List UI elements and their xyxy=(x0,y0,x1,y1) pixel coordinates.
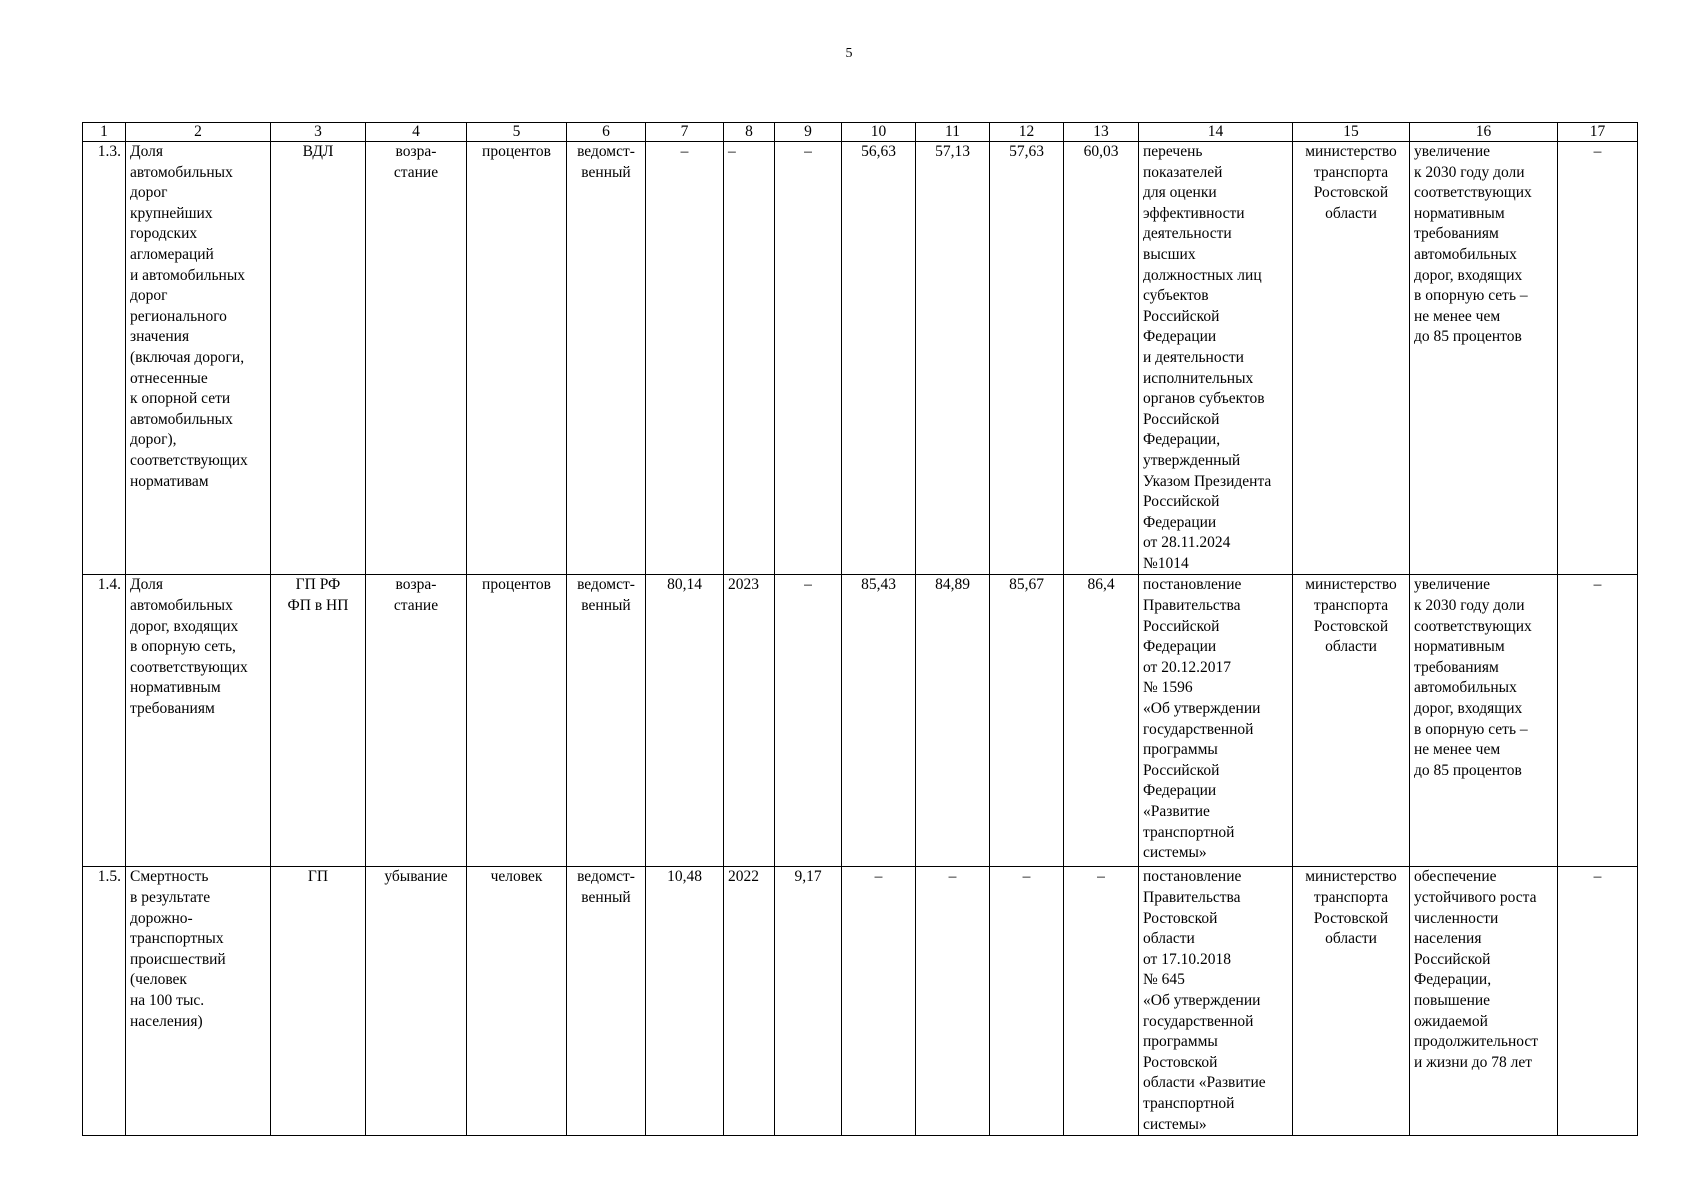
cell-line: Федерации xyxy=(1143,638,1217,656)
responsible-cell xyxy=(1293,142,1410,575)
cell-line: венный xyxy=(581,889,631,907)
cell-line: Федерации xyxy=(1143,328,1217,346)
cell-line: Ростовской xyxy=(1313,617,1389,635)
column-number: 3 xyxy=(271,123,366,142)
cell-line: от 20.12.2017 xyxy=(1143,658,1231,676)
cell-line: Указом Президента xyxy=(1143,472,1272,490)
trend-cell xyxy=(366,867,467,1136)
national-goal-link-cell xyxy=(1410,867,1558,1136)
cell-line: ведомст- xyxy=(577,143,635,160)
unit-cell xyxy=(467,142,567,575)
base-year-cell: 2023 xyxy=(724,575,775,867)
column-number: 2 xyxy=(126,123,271,142)
page-number: 5 xyxy=(845,46,853,61)
cell-line: в опорную сеть – xyxy=(1414,720,1528,738)
column-number: 6 xyxy=(567,123,646,142)
national-goal-link-cell xyxy=(1410,142,1558,575)
cell-line: для оценки xyxy=(1143,184,1217,202)
indicator-type-cell xyxy=(567,867,646,1136)
indicator-name-cell xyxy=(126,867,271,1136)
level-cell xyxy=(271,142,366,575)
cell-line: транспорта xyxy=(1313,889,1389,907)
value-2030-cell: 60,03 xyxy=(1064,142,1139,575)
cell-line: ГП РФ xyxy=(295,576,341,594)
cell-line: Российской xyxy=(1143,493,1220,511)
cell-line: органов субъектов xyxy=(1143,390,1265,408)
unit-cell xyxy=(467,867,567,1136)
cell-line: №1014 xyxy=(1143,554,1189,572)
cell-line: агломераций xyxy=(130,245,214,263)
cell-line: в опорную сеть, xyxy=(130,638,236,656)
cell-line: дорог, входящих xyxy=(130,617,239,635)
value-2024-cell: – xyxy=(775,575,842,867)
responsible-cell xyxy=(1293,867,1410,1136)
indicator-name-cell xyxy=(126,575,271,867)
cell-line: Российской xyxy=(1143,307,1220,325)
cell-line: Смертность xyxy=(130,868,209,886)
column-number: 1 xyxy=(83,123,126,142)
indicator-type-cell xyxy=(567,575,646,867)
cell-line: «Об утверждении xyxy=(1143,992,1261,1010)
cell-line: регионального xyxy=(130,307,227,325)
cell-line: автомобильных xyxy=(130,410,233,428)
cell-line: от 28.11.2024 xyxy=(1143,534,1231,552)
cell-line: программы xyxy=(1143,741,1218,759)
cell-line: министерство xyxy=(1305,143,1397,160)
cell-line: к 2030 году доли xyxy=(1414,597,1525,615)
cell-line: Правительства xyxy=(1143,889,1241,907)
value-2025-cell: – xyxy=(842,867,916,1136)
value-2027-cell: – xyxy=(990,867,1064,1136)
cell-line: соответствующих xyxy=(1414,617,1532,635)
cell-line: ФП в НП xyxy=(287,597,349,615)
base-value-cell: – xyxy=(646,142,724,575)
cell-line: человек xyxy=(490,868,543,886)
cell-line: Доля xyxy=(130,576,163,594)
cell-line: Ростовской xyxy=(1313,184,1389,202)
responsible-cell xyxy=(1293,575,1410,867)
column-number: 10 xyxy=(842,123,916,142)
column-number: 9 xyxy=(775,123,842,142)
cell-line: автомобильных xyxy=(1414,245,1517,263)
info-system-cell: – xyxy=(1558,867,1638,1136)
cell-line: нормативным xyxy=(130,679,221,697)
value-2025-cell: 56,63 xyxy=(842,142,916,575)
cell-line: требованиям xyxy=(1414,658,1499,676)
cell-line: нормативным xyxy=(1414,638,1505,656)
cell-line: постановление xyxy=(1143,868,1242,886)
column-number: 11 xyxy=(916,123,990,142)
cell-line: министерство xyxy=(1305,868,1397,886)
column-number: 13 xyxy=(1064,123,1139,142)
column-number: 4 xyxy=(366,123,467,142)
cell-line: (человек xyxy=(130,971,187,989)
cell-line: соответствующих xyxy=(1414,184,1532,202)
cell-line: (включая дороги, xyxy=(130,348,245,366)
cell-line: соответствующих xyxy=(130,451,248,469)
cell-line: численности xyxy=(1414,909,1499,927)
cell-line: в опорную сеть – xyxy=(1414,287,1528,305)
column-number: 15 xyxy=(1293,123,1410,142)
cell-line: высших xyxy=(1143,245,1196,263)
unit-cell xyxy=(467,575,567,867)
cell-line: Федерации, xyxy=(1414,971,1492,989)
value-2026-cell: 84,89 xyxy=(916,575,990,867)
column-number: 14 xyxy=(1139,123,1293,142)
cell-line: повышение xyxy=(1414,992,1491,1010)
cell-line: Правительства xyxy=(1143,597,1241,615)
cell-line: к 2030 году доли xyxy=(1414,163,1525,181)
cell-line: дорог, входящих xyxy=(1414,266,1523,284)
cell-line: нормативным xyxy=(1414,204,1505,222)
value-2025-cell: 85,43 xyxy=(842,575,916,867)
cell-line: не менее чем xyxy=(1414,307,1501,325)
cell-line: процентов xyxy=(482,576,551,594)
cell-line: «Об утверждении xyxy=(1143,700,1261,718)
cell-line: ведомст- xyxy=(577,868,635,886)
cell-line: стание xyxy=(393,163,439,181)
cell-line: увеличение xyxy=(1414,143,1491,160)
column-number: 17 xyxy=(1558,123,1638,142)
cell-line: Российской xyxy=(1143,761,1220,779)
cell-line: транспорта xyxy=(1313,163,1389,181)
cell-line: дорог), xyxy=(130,431,177,449)
national-goal-link-cell xyxy=(1410,575,1558,867)
document-cell xyxy=(1139,142,1293,575)
cell-line: до 85 процентов xyxy=(1414,328,1522,346)
value-2027-cell: 57,63 xyxy=(990,142,1064,575)
cell-line: области xyxy=(1325,638,1377,656)
indicator-type-cell xyxy=(567,142,646,575)
cell-line: венный xyxy=(581,597,631,615)
cell-line: Российской xyxy=(1414,950,1491,968)
value-2030-cell: 86,4 xyxy=(1064,575,1139,867)
cell-line: транспортной xyxy=(1143,823,1235,841)
cell-line: нормативам xyxy=(130,472,209,490)
value-2026-cell: – xyxy=(916,867,990,1136)
level-cell xyxy=(271,575,366,867)
cell-line: отнесенные xyxy=(130,369,208,387)
cell-line: области xyxy=(1325,204,1377,222)
value-2024-cell: 9,17 xyxy=(775,867,842,1136)
cell-line: происшествий xyxy=(130,950,226,968)
cell-line: государственной xyxy=(1143,720,1254,738)
cell-line: ведомст- xyxy=(577,576,635,594)
cell-line: крупнейших xyxy=(130,204,213,222)
cell-line: утвержденный xyxy=(1143,451,1241,469)
row-number-cell: 1.3. xyxy=(83,142,126,575)
cell-line: значения xyxy=(130,328,190,346)
document-cell xyxy=(1139,575,1293,867)
cell-line: от 17.10.2018 xyxy=(1143,950,1231,968)
cell-line: «Развитие xyxy=(1143,803,1210,820)
cell-line: области «Развитие xyxy=(1143,1074,1266,1092)
cell-line: транспортных xyxy=(130,930,224,948)
value-2030-cell: – xyxy=(1064,867,1139,1136)
cell-line: должностных лиц xyxy=(1143,266,1262,284)
cell-line: убывание xyxy=(384,868,448,886)
info-system-cell: – xyxy=(1558,142,1638,575)
cell-line: системы» xyxy=(1143,844,1207,862)
table-row xyxy=(83,142,1638,575)
cell-line: возра- xyxy=(395,143,437,160)
cell-line: дорог xyxy=(130,184,168,202)
value-2024-cell: – xyxy=(775,142,842,575)
cell-line: программы xyxy=(1143,1033,1218,1051)
cell-line: транспорта xyxy=(1313,597,1389,615)
cell-line: соответствующих xyxy=(130,658,248,676)
column-number: 5 xyxy=(467,123,567,142)
cell-line: дорог xyxy=(130,287,168,305)
cell-line: Федерации xyxy=(1143,782,1217,800)
cell-line: министерство xyxy=(1305,576,1397,594)
base-value-cell: 80,14 xyxy=(646,575,724,867)
column-number: 7 xyxy=(646,123,724,142)
cell-line: автомобильных xyxy=(130,597,233,615)
cell-line: постановление xyxy=(1143,576,1242,594)
cell-line: дорог, входящих xyxy=(1414,700,1523,718)
column-number: 16 xyxy=(1410,123,1558,142)
cell-line: стание xyxy=(393,597,439,615)
cell-line: Российской xyxy=(1143,617,1220,635)
cell-line: Федерации, xyxy=(1143,431,1221,449)
row-number-cell: 1.5. xyxy=(83,867,126,1136)
cell-line: Российской xyxy=(1143,410,1220,428)
cell-line: и жизни до 78 лет xyxy=(1414,1053,1533,1071)
level-cell xyxy=(271,867,366,1136)
cell-line: ВДЛ xyxy=(302,143,334,160)
cell-line: области xyxy=(1325,930,1377,948)
table-row xyxy=(83,575,1638,867)
cell-line: и автомобильных xyxy=(130,266,246,284)
cell-line: не менее чем xyxy=(1414,741,1501,759)
cell-line: на 100 тыс. xyxy=(130,992,205,1010)
cell-line: требованиям xyxy=(1414,225,1499,243)
base-value-cell: 10,48 xyxy=(646,867,724,1136)
cell-line: Федерации xyxy=(1143,513,1217,531)
cell-line: процентов xyxy=(482,143,551,160)
cell-line: продолжительност xyxy=(1414,1033,1539,1051)
cell-line: области xyxy=(1143,930,1195,948)
cell-line: увеличение xyxy=(1414,576,1491,594)
cell-line: к опорной сети xyxy=(130,390,231,408)
cell-line: требованиям xyxy=(130,700,215,718)
cell-line: перечень xyxy=(1143,143,1203,160)
cell-line: и деятельности xyxy=(1143,348,1244,366)
cell-line: Ростовской xyxy=(1143,909,1218,927)
row-number-cell: 1.4. xyxy=(83,575,126,867)
cell-line: государственной xyxy=(1143,1012,1254,1030)
cell-line: автомобильных xyxy=(130,163,233,181)
table-row xyxy=(83,867,1638,1136)
cell-line: субъектов xyxy=(1143,287,1209,305)
cell-line: транспортной xyxy=(1143,1095,1235,1112)
cell-line: в результате xyxy=(130,889,211,907)
cell-line: системы» xyxy=(1143,1115,1207,1133)
cell-line: Ростовской xyxy=(1313,909,1389,927)
cell-line: эффективности xyxy=(1143,204,1245,222)
value-2026-cell: 57,13 xyxy=(916,142,990,575)
trend-cell xyxy=(366,142,467,575)
cell-line: автомобильных xyxy=(1414,679,1517,697)
cell-line: населения xyxy=(1414,930,1482,948)
cell-line: обеспечение xyxy=(1414,868,1497,886)
cell-line: венный xyxy=(581,163,631,181)
document-cell xyxy=(1139,867,1293,1136)
cell-line: Доля xyxy=(130,143,163,160)
cell-line: № 645 xyxy=(1143,971,1185,989)
cell-line: возра- xyxy=(395,576,437,594)
trend-cell xyxy=(366,575,467,867)
base-year-cell: – xyxy=(724,142,775,575)
cell-line: ГП xyxy=(307,868,329,886)
cell-line: деятельности xyxy=(1143,225,1232,243)
column-number: 12 xyxy=(990,123,1064,142)
cell-line: показателей xyxy=(1143,163,1223,181)
column-number-row xyxy=(83,123,1638,142)
base-year-cell: 2022 xyxy=(724,867,775,1136)
value-2027-cell: 85,67 xyxy=(990,575,1064,867)
cell-line: ожидаемой xyxy=(1414,1012,1488,1030)
cell-line: дорожно- xyxy=(130,909,193,927)
column-number: 8 xyxy=(724,123,775,142)
cell-line: до 85 процентов xyxy=(1414,761,1522,779)
cell-line: населения) xyxy=(130,1012,203,1030)
indicator-name-cell xyxy=(126,142,271,575)
cell-line: № 1596 xyxy=(1143,679,1193,697)
cell-line: устойчивого роста xyxy=(1414,889,1537,907)
cell-line: Ростовской xyxy=(1143,1053,1218,1071)
cell-line: городских xyxy=(130,225,198,243)
indicators-table xyxy=(82,122,1638,1136)
info-system-cell: – xyxy=(1558,575,1638,867)
cell-line: исполнительных xyxy=(1143,369,1254,387)
